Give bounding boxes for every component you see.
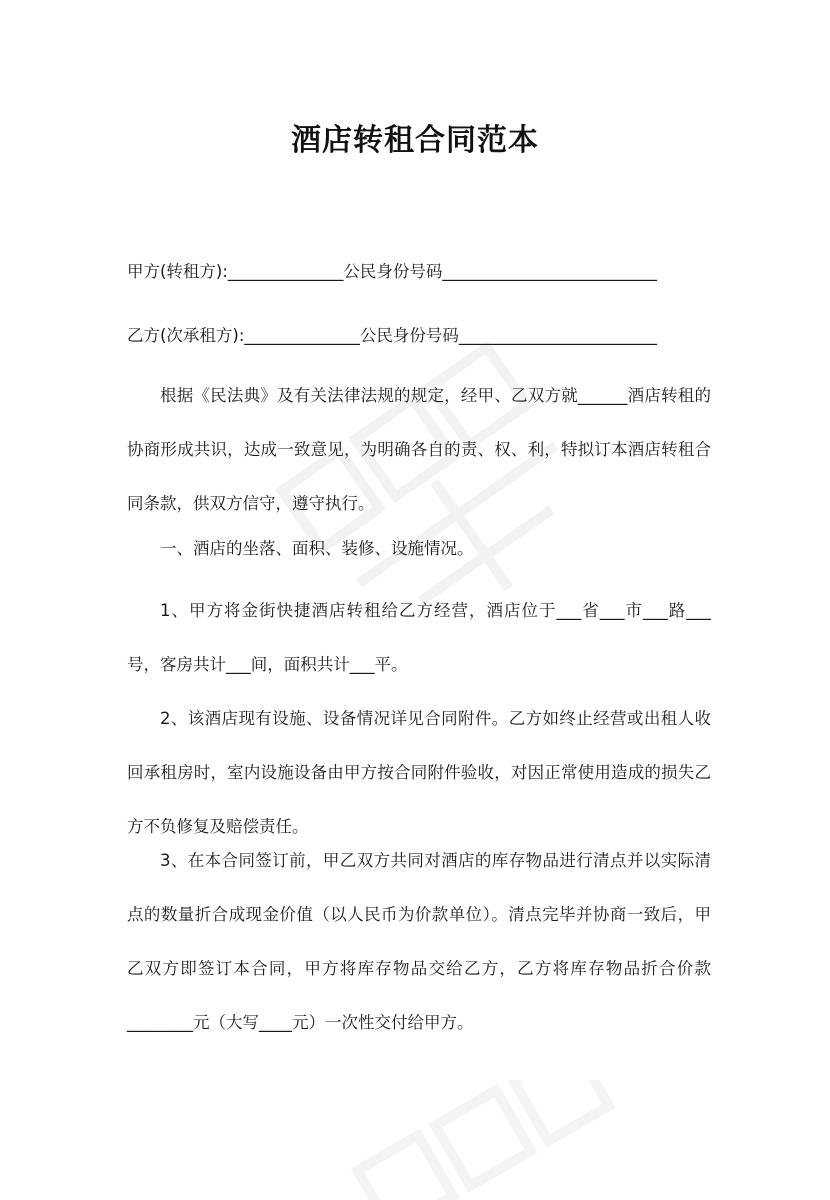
clause-3: 3、在本合同签订前，甲乙双方共同对酒店的库存物品进行清点并以实际清点的数量折合成现金价值（以人民币为价款单位）。清点完毕并协商一致后，甲乙双方即签订本合同，甲方将库存物品交给乙方，乙方将库存物品折合价款________元（大写____元）一次性交付给甲方。 (127, 851, 711, 1032)
clause-2: 2、该酒店现有设施、设备情况详见合同附件。乙方如终止经营或出租人收回承租房时，室内设施设备由甲方按合同附件验收，对因正常使用造成的损失乙方不负修复及赔偿责任。 (127, 709, 711, 836)
party-a-line: 甲方(转租方):______________公民身份号码__________________________ (127, 262, 657, 281)
watermark-logo-icon (300, 1080, 680, 1200)
intro-paragraph: 根据《民法典》及有关法律法规的规定，经甲、乙双方就______酒店转租的协商形成共识，达成一致意见，为明确各自的责、权、利，特拟订本酒店转租合同条款，供双方信守，遵守执行。 (127, 386, 711, 513)
clause-1: 1、甲方将金街快捷酒店转租给乙方经营，酒店位于___省___市___路___号，客房共计___间，面积共计___平。 (127, 601, 711, 674)
section1-heading: 一、酒店的坐落、面积、装修、设施情况。 (160, 539, 474, 558)
page-title: 酒店转租合同范本 (291, 123, 539, 158)
party-b-line: 乙方(次承租方):______________公民身份号码________________________ (127, 326, 657, 345)
